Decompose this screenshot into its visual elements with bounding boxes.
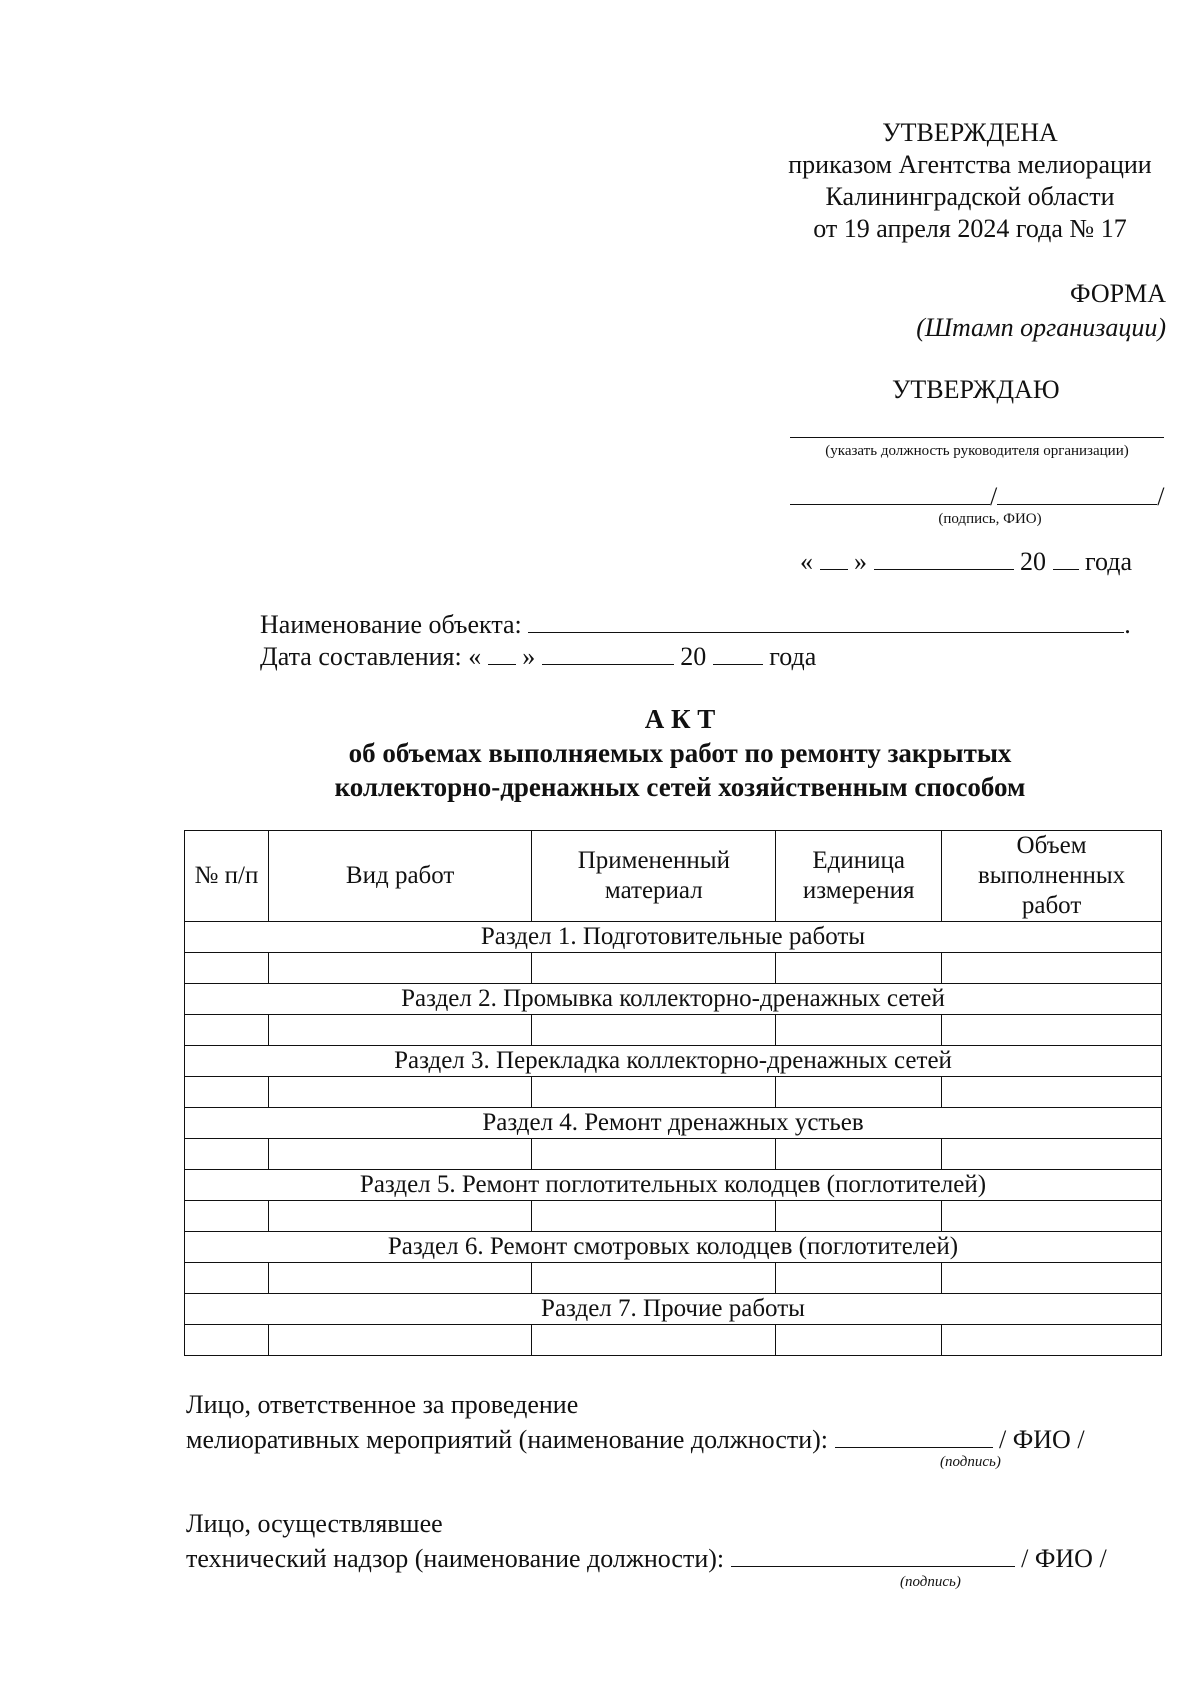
- header-work-type: Вид работ: [268, 831, 532, 922]
- section-row: [185, 1108, 1162, 1139]
- responsible-signature-caption: (подпись): [940, 1454, 1001, 1470]
- approval-line-3: Калининградской области: [825, 182, 1115, 211]
- table-row: [185, 1325, 1162, 1356]
- date-year-prefix: 20: [1020, 547, 1046, 576]
- act-title-main: А К Т: [644, 704, 716, 734]
- header-material: Примененный материал: [532, 831, 776, 922]
- header-number: № п/п: [185, 831, 269, 922]
- form-label: ФОРМА: [1070, 279, 1166, 308]
- section-title: Раздел 5. Ремонт поглотительных колодцев (поглотителей): [185, 1170, 1162, 1201]
- section-title: Раздел 4. Ремонт дренажных устьев: [185, 1108, 1162, 1139]
- position-caption: (указать должность руководителя организации): [825, 443, 1129, 459]
- compiled-date-label: Дата составления: «: [260, 642, 482, 671]
- section-row: [185, 1046, 1162, 1077]
- approval-date-line: [800, 543, 1132, 578]
- header-volume: Объем выполненных работ: [942, 831, 1162, 922]
- supervisor-fio: / ФИО /: [1021, 1544, 1107, 1573]
- compiled-date-line: [260, 638, 816, 673]
- responsible-line-1: Лицо, ответственное за проведение: [186, 1390, 579, 1419]
- section-title: Раздел 7. Прочие работы: [185, 1294, 1162, 1325]
- approval-block: [740, 117, 1200, 245]
- table-row: [185, 1015, 1162, 1046]
- approve-word: УТВЕРЖДАЮ: [892, 375, 1060, 404]
- table-row: [185, 1077, 1162, 1108]
- object-line: Наименование объекта: .: [260, 606, 1131, 641]
- responsible-line-2-block: [186, 1421, 1085, 1456]
- stamp-label: (Штамп организации): [916, 313, 1166, 342]
- header-unit: Единица измерения: [776, 831, 942, 922]
- compiled-date-close-quote: »: [522, 642, 536, 671]
- date-open-quote: «: [800, 547, 813, 576]
- approval-line-1: УТВЕРЖДЕНА: [882, 118, 1058, 147]
- section-title: Раздел 2. Промывка коллекторно-дренажных сетей: [185, 984, 1162, 1015]
- section-title: Раздел 1. Подготовительные работы: [185, 922, 1162, 953]
- section-row: [185, 984, 1162, 1015]
- signature-line: / /: [790, 478, 1164, 513]
- section-row: [185, 1232, 1162, 1263]
- signature-caption: (подпись, ФИО): [938, 511, 1042, 527]
- approval-line-4: от 19 апреля 2024 года № 17: [813, 214, 1127, 243]
- section-row: [185, 1294, 1162, 1325]
- date-year-suffix: года: [1085, 547, 1133, 576]
- act-title-line-3: коллекторно-дренажных сетей хозяйственным способом: [334, 772, 1026, 802]
- responsible-fio: / ФИО /: [999, 1425, 1085, 1454]
- table-header-row: [185, 831, 1162, 922]
- object-label: Наименование объекта:: [260, 610, 522, 639]
- responsible-line-2: мелиоративных мероприятий (наименование должности):: [186, 1425, 829, 1454]
- supervisor-line-2-block: [186, 1540, 1107, 1575]
- act-title-line-2: об объемах выполняемых работ по ремонту закрытых: [348, 738, 1012, 768]
- date-close-quote: »: [854, 547, 867, 576]
- act-title: [200, 702, 1160, 804]
- section-title: Раздел 6. Ремонт смотровых колодцев (поглотителей): [185, 1232, 1162, 1263]
- approval-line-2: приказом Агентства мелиорации: [788, 150, 1152, 179]
- section-row: [185, 922, 1162, 953]
- position-line: [790, 437, 1164, 438]
- table-row: [185, 1263, 1162, 1294]
- supervisor-line-1: Лицо, осуществлявшее: [186, 1509, 443, 1538]
- compiled-date-year-suffix: года: [769, 642, 817, 671]
- table-row: [185, 1201, 1162, 1232]
- compiled-date-year-prefix: 20: [680, 642, 707, 671]
- section-title: Раздел 3. Перекладка коллекторно-дренажных сетей: [185, 1046, 1162, 1077]
- supervisor-line-2: технический надзор (наименование должности):: [186, 1544, 725, 1573]
- section-row: [185, 1170, 1162, 1201]
- supervisor-signature-caption: (подпись): [900, 1574, 961, 1590]
- table-row: [185, 953, 1162, 984]
- act-table: [184, 830, 1162, 1356]
- table-row: [185, 1139, 1162, 1170]
